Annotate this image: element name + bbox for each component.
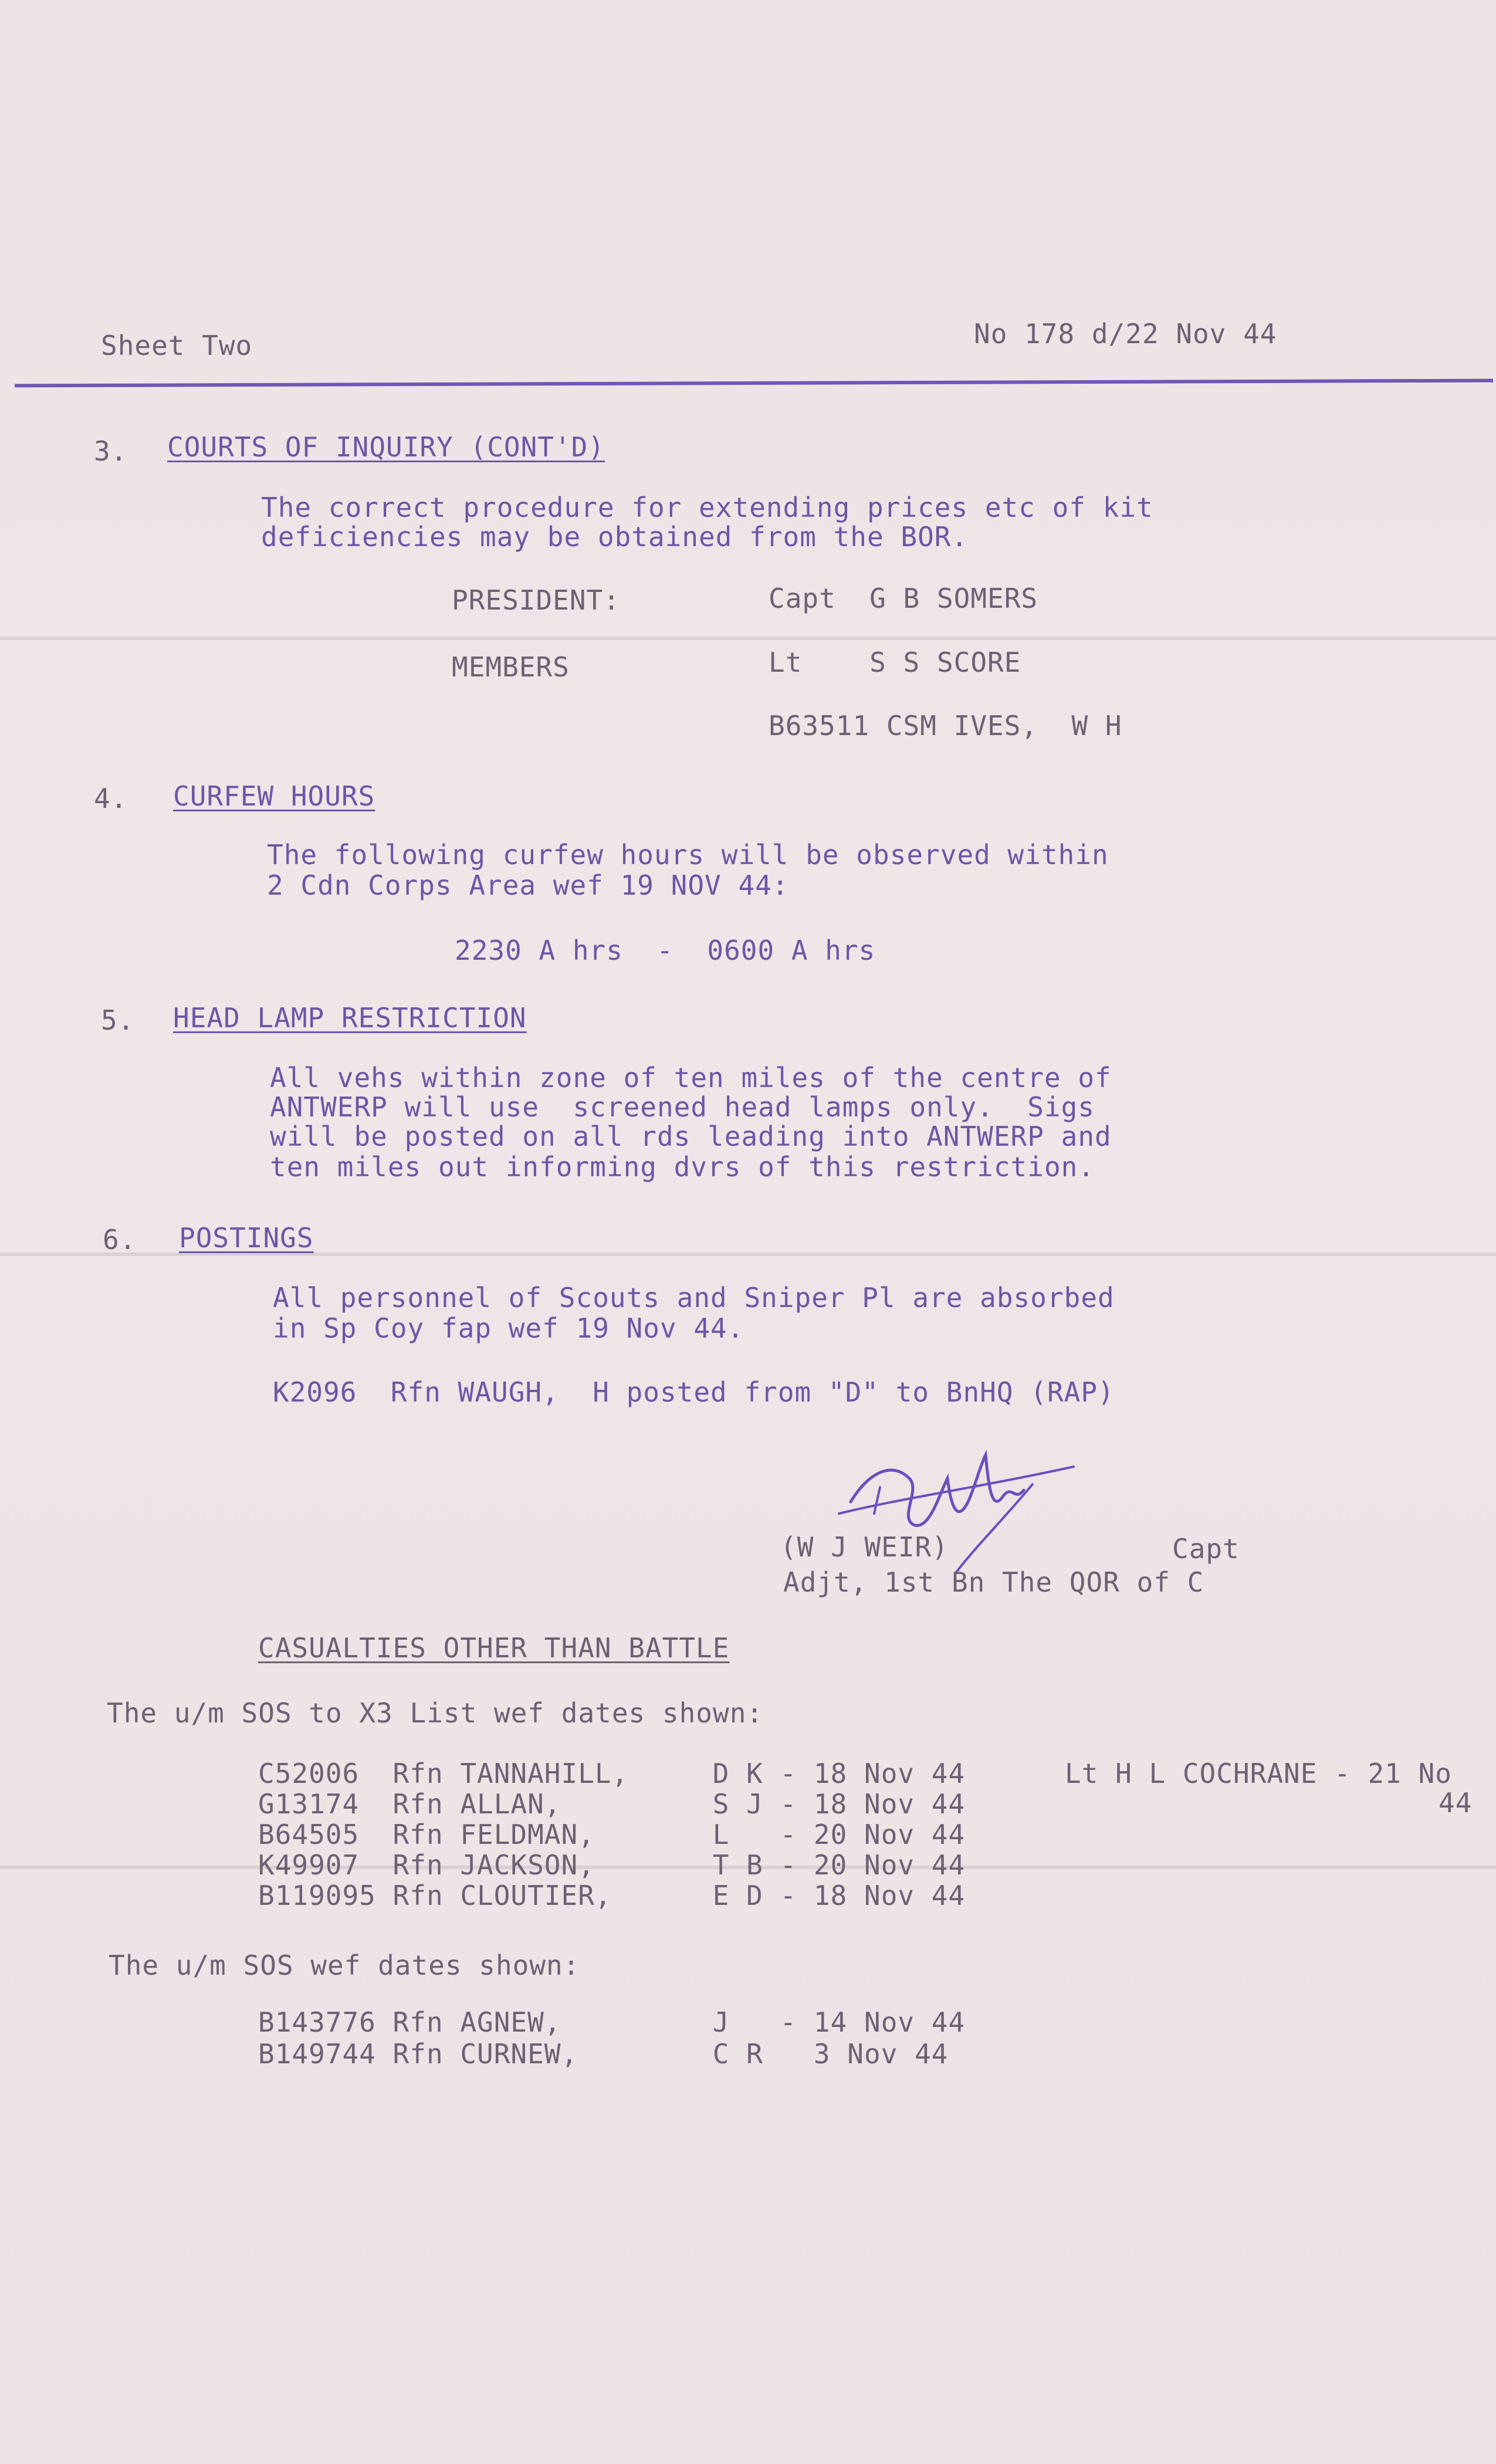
paragraph-line: in Sp Coy fap wef 19 Nov 44.	[273, 1312, 744, 1344]
order-number: No 178 d/22 Nov 44	[974, 318, 1277, 350]
paragraph-line: 2 Cdn Corps Area wef 19 NOV 44:	[267, 869, 789, 901]
signatory-rank: Capt	[1172, 1533, 1240, 1565]
casualty-row: C52006 Rfn TANNAHILL, D K - 18 Nov 44	[258, 1758, 966, 1789]
signatory-name: (W J WEIR)	[780, 1531, 949, 1563]
paragraph-line: will be posted on all rds leading into ANTWERP and	[270, 1121, 1112, 1152]
sheet-label: Sheet Two	[101, 330, 253, 361]
section-title-postings: POSTINGS	[179, 1222, 314, 1254]
paragraph-line: The correct procedure for extending prices etc of kit	[261, 492, 1153, 523]
x3-list-intro: The u/m SOS to X3 List wef dates shown:	[107, 1697, 764, 1729]
president-name: Capt G B SOMERS	[769, 583, 1038, 614]
paragraph-line: deficiencies may be obtained from the BOR.	[261, 521, 969, 553]
sos-row: B149744 Rfn CURNEW, C R 3 Nov 44	[258, 2038, 949, 2070]
paragraph-line: The following curfew hours will be observed within	[267, 839, 1109, 871]
paragraph-line: ANTWERP will use screened head lamps only. Sigs	[270, 1091, 1095, 1123]
casualty-row: B64505 Rfn FELDMAN, L - 20 Nov 44	[258, 1819, 966, 1850]
casualty-row: B119095 Rfn CLOUTIER, E D - 18 Nov 44	[258, 1880, 966, 1911]
casualties-title: CASUALTIES OTHER THAN BATTLE	[258, 1632, 730, 1664]
paper-fold-line	[0, 637, 1496, 640]
paragraph-line: All vehs within zone of ten miles of the centre of	[270, 1062, 1112, 1094]
section-number: 4.	[94, 783, 128, 814]
officer-casualty: Lt H L COCHRANE - 21 No	[1065, 1758, 1452, 1789]
section-number: 3.	[94, 435, 128, 467]
posting-entry: K2096 Rfn WAUGH, H posted from "D" to BnHQ (RAP)	[273, 1376, 1115, 1408]
section-title-courts-of-inquiry: COURTS OF INQUIRY (CONT'D)	[167, 431, 605, 463]
signatory-appointment: Adjt, 1st Bn The QOR of C	[783, 1566, 1204, 1598]
officer-casualty-date-cont: 44	[1439, 1787, 1473, 1819]
section-number: 6.	[103, 1224, 137, 1255]
president-label: PRESIDENT:	[452, 584, 620, 616]
sos-intro: The u/m SOS wef dates shown:	[109, 1949, 580, 1981]
paragraph-line: All personnel of Scouts and Sniper Pl are absorbed	[273, 1282, 1115, 1314]
member-name: B63511 CSM IVES, W H	[769, 710, 1122, 742]
casualty-row: G13174 Rfn ALLAN, S J - 18 Nov 44	[258, 1788, 966, 1820]
casualty-row: K49907 Rfn JACKSON, T B - 20 Nov 44	[258, 1849, 966, 1881]
header-rule	[15, 379, 1493, 388]
sos-row: B143776 Rfn AGNEW, J - 14 Nov 44	[258, 2006, 966, 2038]
member-name: Lt S S SCORE	[769, 647, 1021, 678]
curfew-hours: 2230 A hrs - 0600 A hrs	[455, 935, 876, 966]
members-label: MEMBERS	[452, 651, 570, 683]
section-title-curfew-hours: CURFEW HOURS	[173, 780, 375, 812]
paragraph-line: ten miles out informing dvrs of this restriction.	[270, 1151, 1095, 1183]
section-number: 5.	[101, 1004, 135, 1036]
section-title-head-lamp-restriction: HEAD LAMP RESTRICTION	[173, 1002, 527, 1034]
